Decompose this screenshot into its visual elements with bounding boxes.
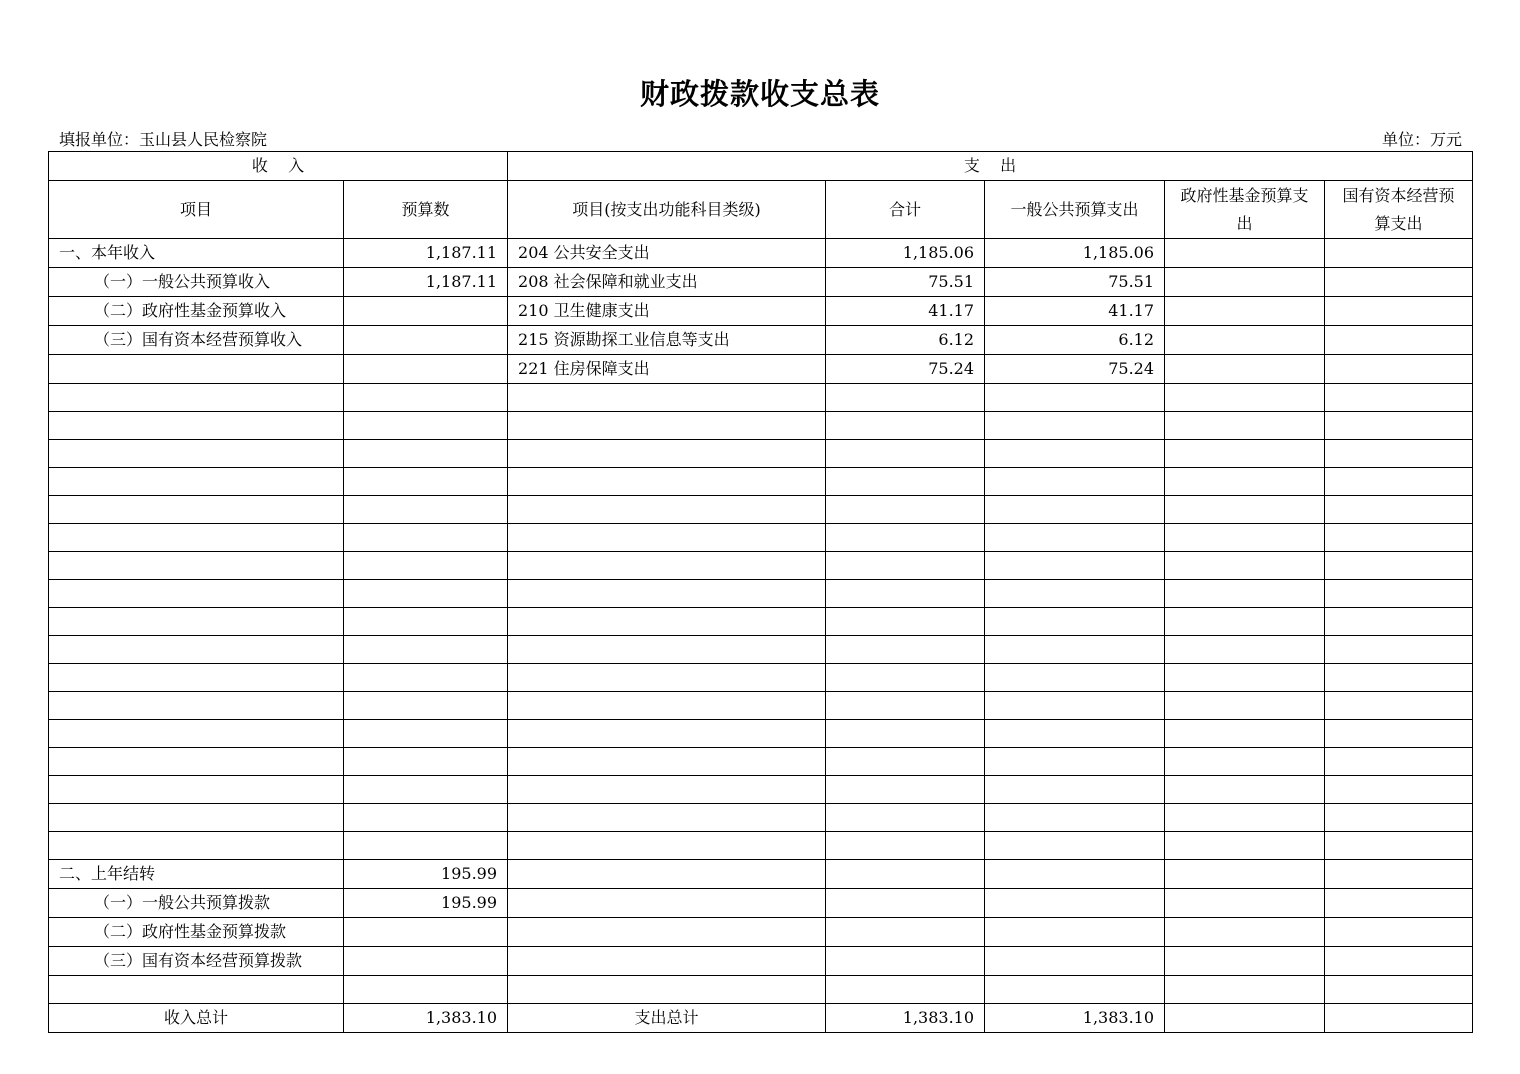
expense-gov-fund-cell	[1165, 440, 1325, 468]
income-item-cell: （一）一般公共预算收入	[49, 268, 344, 297]
expense-state-capital-total	[1325, 1004, 1473, 1033]
expense-item-cell	[508, 976, 826, 1004]
table-row	[49, 832, 1473, 860]
expense-item-cell	[508, 720, 826, 748]
expense-state-capital-cell	[1325, 412, 1473, 440]
expense-state-capital-cell	[1325, 889, 1473, 918]
currency-unit: 单位：万元	[1381, 130, 1462, 149]
col-header-state-capital: 国有资本经营预算支出	[1325, 181, 1473, 239]
expense-state-capital-cell	[1325, 440, 1473, 468]
expense-state-capital-cell	[1325, 239, 1473, 268]
expense-state-capital-cell	[1325, 580, 1473, 608]
income-budget-cell	[344, 804, 508, 832]
income-item-cell: （三）国有资本经营预算拨款	[49, 947, 344, 976]
col-header-exp-item: 项目(按支出功能科目类级)	[508, 181, 826, 239]
expense-state-capital-cell	[1325, 692, 1473, 720]
expense-total-cell	[826, 947, 985, 976]
income-item-cell: （二）政府性基金预算拨款	[49, 918, 344, 947]
expense-gov-fund-cell	[1165, 326, 1325, 355]
reporting-unit: 填报单位：玉山县人民检察院	[59, 130, 268, 149]
expense-item-cell: 210 卫生健康支出	[508, 297, 826, 326]
expense-state-capital-cell	[1325, 636, 1473, 664]
expense-state-capital-cell	[1325, 268, 1473, 297]
table-row	[49, 608, 1473, 636]
expense-state-capital-cell	[1325, 918, 1473, 947]
expense-total-cell	[826, 384, 985, 412]
income-budget-cell	[344, 720, 508, 748]
expense-gov-fund-cell	[1165, 297, 1325, 326]
expense-item-cell	[508, 496, 826, 524]
table-row	[49, 636, 1473, 664]
expense-gov-fund-cell	[1165, 720, 1325, 748]
income-budget-cell	[344, 947, 508, 976]
expense-gov-fund-cell	[1165, 947, 1325, 976]
income-budget-cell	[344, 664, 508, 692]
income-budget-cell: 1,187.11	[344, 268, 508, 297]
income-item-cell: 二、上年结转	[49, 860, 344, 889]
expense-total-cell	[826, 692, 985, 720]
expense-gov-fund-cell	[1165, 268, 1325, 297]
col-header-total: 合计	[826, 181, 985, 239]
income-budget-cell	[344, 552, 508, 580]
income-item-cell	[49, 832, 344, 860]
expense-state-capital-cell	[1325, 384, 1473, 412]
expense-gov-fund-cell	[1165, 692, 1325, 720]
expense-item-cell: 204 公共安全支出	[508, 239, 826, 268]
expense-total-cell	[826, 748, 985, 776]
expense-total-cell	[826, 496, 985, 524]
expense-item-cell: 208 社会保障和就业支出	[508, 268, 826, 297]
expense-gov-fund-cell	[1165, 636, 1325, 664]
expense-general-cell	[985, 412, 1165, 440]
expense-general-cell	[985, 832, 1165, 860]
table-row	[49, 355, 1473, 384]
expense-gov-fund-cell	[1165, 804, 1325, 832]
expense-general-cell	[985, 804, 1165, 832]
income-budget-cell	[344, 326, 508, 355]
expense-total-cell	[826, 608, 985, 636]
table-row	[49, 268, 1473, 297]
expense-total-cell	[826, 440, 985, 468]
expense-total-cell	[826, 804, 985, 832]
income-item-cell	[49, 692, 344, 720]
expense-general-cell	[985, 608, 1165, 636]
expense-state-capital-cell	[1325, 496, 1473, 524]
table-row	[49, 720, 1473, 748]
expense-item-cell	[508, 384, 826, 412]
income-item-cell	[49, 580, 344, 608]
expense-general-cell	[985, 976, 1165, 1004]
expense-item-cell	[508, 860, 826, 889]
table-row	[49, 384, 1473, 412]
header-row-2	[49, 181, 1473, 239]
income-item-cell	[49, 636, 344, 664]
expense-header: 支 出	[508, 152, 1473, 181]
expense-gov-fund-cell	[1165, 468, 1325, 496]
expense-total-cell	[826, 832, 985, 860]
income-item-cell	[49, 552, 344, 580]
expense-state-capital-cell	[1325, 748, 1473, 776]
table-row	[49, 239, 1473, 268]
table-row	[49, 947, 1473, 976]
expense-total-cell: 75.51	[826, 268, 985, 297]
expense-item-cell	[508, 636, 826, 664]
income-budget-cell	[344, 832, 508, 860]
col-header-item: 项目	[49, 181, 344, 239]
expense-gov-fund-cell	[1165, 496, 1325, 524]
expense-gov-fund-total	[1165, 1004, 1325, 1033]
income-budget-cell	[344, 636, 508, 664]
expense-item-cell	[508, 580, 826, 608]
income-budget-cell	[344, 355, 508, 384]
expense-state-capital-cell	[1325, 664, 1473, 692]
col-header-general: 一般公共预算支出	[985, 181, 1165, 239]
expense-state-capital-cell	[1325, 860, 1473, 889]
expense-general-cell	[985, 552, 1165, 580]
income-budget-cell	[344, 918, 508, 947]
expense-total-cell	[826, 976, 985, 1004]
finance-table	[48, 151, 1473, 1033]
expense-general-cell: 75.51	[985, 268, 1165, 297]
income-budget-cell	[344, 440, 508, 468]
expense-gov-fund-cell	[1165, 976, 1325, 1004]
expense-general-cell: 1,185.06	[985, 239, 1165, 268]
expense-gov-fund-cell	[1165, 776, 1325, 804]
expense-state-capital-cell	[1325, 468, 1473, 496]
table-row	[49, 804, 1473, 832]
expense-state-capital-cell	[1325, 355, 1473, 384]
income-item-cell	[49, 412, 344, 440]
income-budget-cell	[344, 692, 508, 720]
table-row	[49, 524, 1473, 552]
table-row	[49, 748, 1473, 776]
expense-item-cell	[508, 832, 826, 860]
expense-total-cell	[826, 552, 985, 580]
expense-general-cell	[985, 889, 1165, 918]
expense-gov-fund-cell	[1165, 552, 1325, 580]
expense-gov-fund-cell	[1165, 608, 1325, 636]
expense-gov-fund-cell	[1165, 524, 1325, 552]
income-item-cell	[49, 976, 344, 1004]
income-item-cell: 一、本年收入	[49, 239, 344, 268]
page-title: 财政拨款收支总表	[639, 77, 880, 111]
expense-total-cell	[826, 889, 985, 918]
income-budget-cell	[344, 976, 508, 1004]
expense-gov-fund-cell	[1165, 832, 1325, 860]
expense-state-capital-cell	[1325, 832, 1473, 860]
income-item-cell	[49, 748, 344, 776]
income-budget-cell	[344, 748, 508, 776]
expense-state-capital-cell	[1325, 804, 1473, 832]
income-item-cell	[49, 664, 344, 692]
expense-state-capital-cell	[1325, 976, 1473, 1004]
income-budget-cell: 1,187.11	[344, 239, 508, 268]
expense-total-value: 1,383.10	[826, 1004, 985, 1033]
expense-total-cell: 41.17	[826, 297, 985, 326]
col-header-gov-fund: 政府性基金预算支出	[1165, 181, 1325, 239]
expense-general-cell	[985, 860, 1165, 889]
expense-total-cell	[826, 918, 985, 947]
header-row-1	[49, 152, 1473, 181]
expense-item-cell: 221 住房保障支出	[508, 355, 826, 384]
table-row	[49, 326, 1473, 355]
income-budget-cell: 195.99	[344, 889, 508, 918]
table-row	[49, 776, 1473, 804]
income-budget-cell	[344, 468, 508, 496]
expense-total-cell	[826, 580, 985, 608]
col-header-budget: 预算数	[344, 181, 508, 239]
table-row	[49, 440, 1473, 468]
expense-general-cell	[985, 524, 1165, 552]
income-item-cell	[49, 384, 344, 412]
expense-state-capital-cell	[1325, 608, 1473, 636]
income-item-cell	[49, 496, 344, 524]
expense-state-capital-cell	[1325, 297, 1473, 326]
income-total-value: 1,383.10	[344, 1004, 508, 1033]
expense-general-cell	[985, 692, 1165, 720]
expense-general-cell: 6.12	[985, 326, 1165, 355]
expense-total-cell	[826, 776, 985, 804]
expense-general-cell	[985, 440, 1165, 468]
income-budget-cell	[344, 776, 508, 804]
expense-gov-fund-cell	[1165, 918, 1325, 947]
expense-total-cell	[826, 412, 985, 440]
expense-gov-fund-cell	[1165, 860, 1325, 889]
expense-item-cell	[508, 889, 826, 918]
table-row	[49, 860, 1473, 889]
expense-gov-fund-cell	[1165, 748, 1325, 776]
income-budget-cell	[344, 384, 508, 412]
expense-general-cell: 75.24	[985, 355, 1165, 384]
expense-general-cell	[985, 468, 1165, 496]
expense-gov-fund-cell	[1165, 580, 1325, 608]
table-row	[49, 468, 1473, 496]
income-item-cell	[49, 608, 344, 636]
expense-total-cell	[826, 636, 985, 664]
expense-item-cell	[508, 664, 826, 692]
expense-item-cell	[508, 947, 826, 976]
expense-state-capital-cell	[1325, 326, 1473, 355]
expense-general-cell	[985, 664, 1165, 692]
expense-item-cell	[508, 692, 826, 720]
income-item-cell: （二）政府性基金预算收入	[49, 297, 344, 326]
expense-gov-fund-cell	[1165, 355, 1325, 384]
table-row	[49, 889, 1473, 918]
expense-item-cell	[508, 468, 826, 496]
expense-general-cell	[985, 776, 1165, 804]
totals-row	[49, 1004, 1473, 1033]
expense-item-cell	[508, 804, 826, 832]
table-row	[49, 692, 1473, 720]
table-row	[49, 976, 1473, 1004]
expense-item-cell	[508, 748, 826, 776]
expense-total-cell	[826, 524, 985, 552]
income-budget-cell	[344, 496, 508, 524]
expense-general-total: 1,383.10	[985, 1004, 1165, 1033]
expense-item-cell	[508, 918, 826, 947]
expense-item-cell	[508, 552, 826, 580]
income-budget-cell	[344, 412, 508, 440]
expense-general-cell: 41.17	[985, 297, 1165, 326]
expense-gov-fund-cell	[1165, 239, 1325, 268]
expense-total-label: 支出总计	[508, 1004, 826, 1033]
income-item-cell: （三）国有资本经营预算收入	[49, 326, 344, 355]
table-row	[49, 664, 1473, 692]
expense-state-capital-cell	[1325, 524, 1473, 552]
table-row	[49, 297, 1473, 326]
income-item-cell	[49, 468, 344, 496]
expense-general-cell	[985, 636, 1165, 664]
income-item-cell	[49, 440, 344, 468]
expense-gov-fund-cell	[1165, 664, 1325, 692]
table-row	[49, 496, 1473, 524]
expense-general-cell	[985, 720, 1165, 748]
expense-state-capital-cell	[1325, 947, 1473, 976]
expense-general-cell	[985, 947, 1165, 976]
expense-total-cell	[826, 468, 985, 496]
income-budget-cell	[344, 297, 508, 326]
expense-general-cell	[985, 384, 1165, 412]
expense-item-cell	[508, 440, 826, 468]
expense-gov-fund-cell	[1165, 412, 1325, 440]
table-row	[49, 552, 1473, 580]
expense-general-cell	[985, 580, 1165, 608]
income-item-cell	[49, 776, 344, 804]
expense-item-cell	[508, 412, 826, 440]
expense-state-capital-cell	[1325, 776, 1473, 804]
expense-total-cell: 6.12	[826, 326, 985, 355]
expense-item-cell	[508, 608, 826, 636]
expense-state-capital-cell	[1325, 552, 1473, 580]
expense-item-cell	[508, 524, 826, 552]
expense-general-cell	[985, 918, 1165, 947]
expense-general-cell	[985, 496, 1165, 524]
expense-total-cell: 75.24	[826, 355, 985, 384]
expense-gov-fund-cell	[1165, 889, 1325, 918]
income-item-cell	[49, 804, 344, 832]
table-row	[49, 918, 1473, 947]
income-total-label: 收入总计	[49, 1004, 344, 1033]
income-item-cell	[49, 720, 344, 748]
expense-total-cell	[826, 860, 985, 889]
expense-item-cell: 215 资源勘探工业信息等支出	[508, 326, 826, 355]
income-header: 收 入	[49, 152, 508, 181]
table-row	[49, 412, 1473, 440]
expense-state-capital-cell	[1325, 720, 1473, 748]
income-budget-cell	[344, 524, 508, 552]
expense-total-cell	[826, 664, 985, 692]
expense-item-cell	[508, 776, 826, 804]
income-budget-cell: 195.99	[344, 860, 508, 889]
income-budget-cell	[344, 580, 508, 608]
expense-gov-fund-cell	[1165, 384, 1325, 412]
expense-total-cell: 1,185.06	[826, 239, 985, 268]
income-item-cell	[49, 524, 344, 552]
income-item-cell: （一）一般公共预算拨款	[49, 889, 344, 918]
income-budget-cell	[344, 608, 508, 636]
expense-general-cell	[985, 748, 1165, 776]
income-item-cell	[49, 355, 344, 384]
expense-total-cell	[826, 720, 985, 748]
table-row	[49, 580, 1473, 608]
